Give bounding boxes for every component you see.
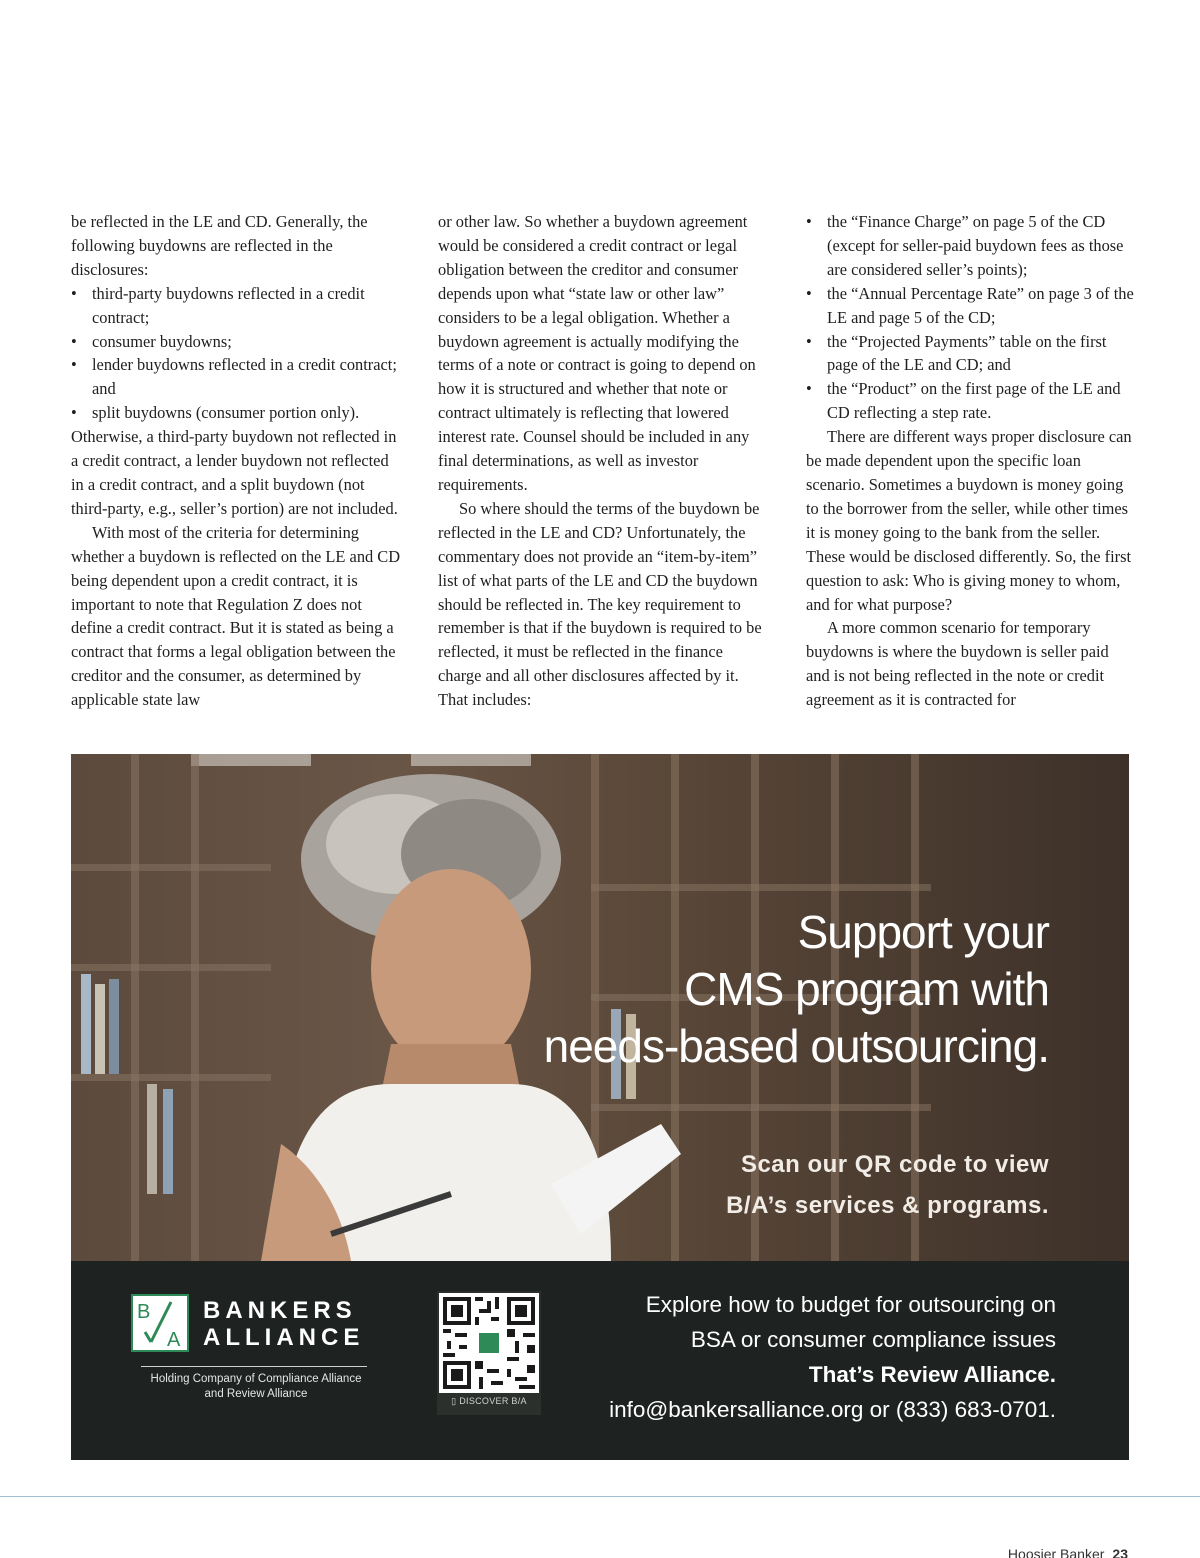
page-footer: [1008, 1545, 1128, 1558]
paragraph: So where should the terms of the buydown be reflected in the LE and CD? Unfortunately, the commentary does not provide an “item-by-item” list of what parts of the LE and CD the buydown should be reflected in. The key requirement to remember is that if the buydown is required to be reflected, it must be reflected in the finance charge and all other disclosures affected by it. That includes:: [438, 498, 762, 710]
paragraph: There are different ways proper disclosure can be made dependent upon the specific loan scenario. Sometimes a buydown is money going to the borrower from the seller, while other times it is money going to the bank from the seller. These would be disclosed differently. So, the first question to ask: Who is giving money to whom, and for what purpose?: [806, 427, 1132, 614]
logo-wordmark: [203, 1297, 364, 1351]
list-item: • split buydowns (consumer portion only).: [71, 401, 401, 425]
headline-line: needs-based outsourcing.: [543, 1020, 1049, 1072]
qr-code[interactable]: [439, 1293, 539, 1393]
scan-line: Scan our QR code to view: [740, 1151, 1049, 1178]
qr-code-icon: [439, 1293, 539, 1393]
list-item: • the “Finance Charge” on page 5 of the CD (except for seller-paid buydown fees as those are considered seller’s points);: [806, 210, 1136, 282]
list-item: • consumer buydowns;: [71, 330, 401, 354]
svg-text:A: A: [167, 1329, 181, 1351]
list-item: • the “Product” on the first page of the LE and CD reflecting a step rate.: [806, 377, 1136, 425]
logo-subtitle: [131, 1372, 381, 1402]
svg-text:B: B: [137, 1301, 151, 1323]
logo-word: ALLIANCE: [203, 1324, 365, 1351]
book: [147, 1084, 157, 1194]
bankers-alliance-ad: [71, 754, 1129, 1460]
explore-tagline: That’s Review Alliance.: [808, 1362, 1056, 1387]
book: [95, 984, 105, 1074]
page-number: 23: [1112, 1546, 1128, 1558]
article-column-3: [806, 210, 1136, 712]
logo-mark: [131, 1294, 189, 1352]
footer-divider: [0, 1496, 1200, 1497]
paragraph: or other law. So whether a buydown agreement would be considered a credit contract or legal obligation between the creditor and consumer depends upon what “state law or other law” considers to be a legal obligation. Whether a buydown agreement is actually modifying the terms of a note or contract is going to depend on how it is structured and whether that note or contract ultimately is reflecting that lowered interest rate. Counsel should be included in any final determinations, as well as investor requirements.: [438, 212, 756, 494]
explore-line: Explore how to budget for outsourcing on: [645, 1292, 1056, 1317]
ad-headline: [544, 904, 1049, 1075]
list-item: • the “Projected Payments” table on the first page of the LE and CD; and: [806, 330, 1136, 378]
headline-line: CMS program with: [684, 963, 1049, 1015]
list-item: • lender buydowns reflected in a credit contract; and: [71, 353, 401, 401]
headline-line: Support your: [797, 906, 1049, 958]
paragraph: Otherwise, a third-party buydown not reflected in a credit contract, a lender buydown not reflected in a credit contract, and a split buydown (not third-party, e.g., seller’s portion) are not included.: [71, 427, 398, 518]
qr-code-block[interactable]: [437, 1291, 541, 1415]
list-item: • third-party buydowns reflected in a credit contract;: [71, 282, 401, 330]
ad-scan-text: [726, 1144, 1049, 1226]
shelf-post: [131, 754, 139, 1261]
article-column-1: [71, 210, 401, 712]
logo-word: BANKERS: [203, 1297, 357, 1324]
ad-explore-text: [609, 1287, 1056, 1427]
ad-photo: [71, 754, 1129, 1261]
book: [109, 979, 119, 1074]
bullet-list: [806, 210, 1136, 425]
subtitle-line: Holding Company of Compliance Alliance: [150, 1373, 362, 1385]
logo-mark-icon: [131, 1294, 189, 1352]
paragraph: With most of the criteria for determining whether a buydown is reflected on the LE and CD being dependent upon a credit contract, it is important to note that Regulation Z does not define a credit contract. But it is stated as being a contract that forms a legal obligation between the creditor and the consumer, as determined by applicable state law: [71, 522, 401, 710]
article-column-2: [438, 210, 768, 712]
phone-icon: ▯: [451, 1396, 457, 1406]
list-item: • the “Annual Percentage Rate” on page 3 of the LE and page 5 of the CD;: [806, 282, 1136, 330]
paragraph: A more common scenario for temporary buydowns is where the buydown is seller paid and is not being reflected in the note or credit agreement as it is contracted for: [806, 618, 1109, 710]
book: [81, 974, 91, 1074]
explore-line: BSA or consumer compliance issues: [690, 1327, 1056, 1352]
qr-label: ▯ DISCOVER B/A: [451, 1396, 527, 1406]
scan-line: B/A’s services & programs.: [726, 1192, 1049, 1219]
subtitle-line: and Review Alliance: [204, 1388, 308, 1400]
logo-divider: [141, 1366, 367, 1367]
publication-name: Hoosier Banker: [1007, 1546, 1105, 1558]
book: [163, 1089, 173, 1194]
bullet-list: [71, 282, 401, 425]
paragraph: be reflected in the LE and CD. Generally, the following buydowns are reflected in the disclosures:: [71, 212, 368, 279]
shelf-post: [191, 754, 199, 1261]
contact-info[interactable]: info@bankersalliance.org or (833) 683-0701.: [609, 1397, 1056, 1422]
